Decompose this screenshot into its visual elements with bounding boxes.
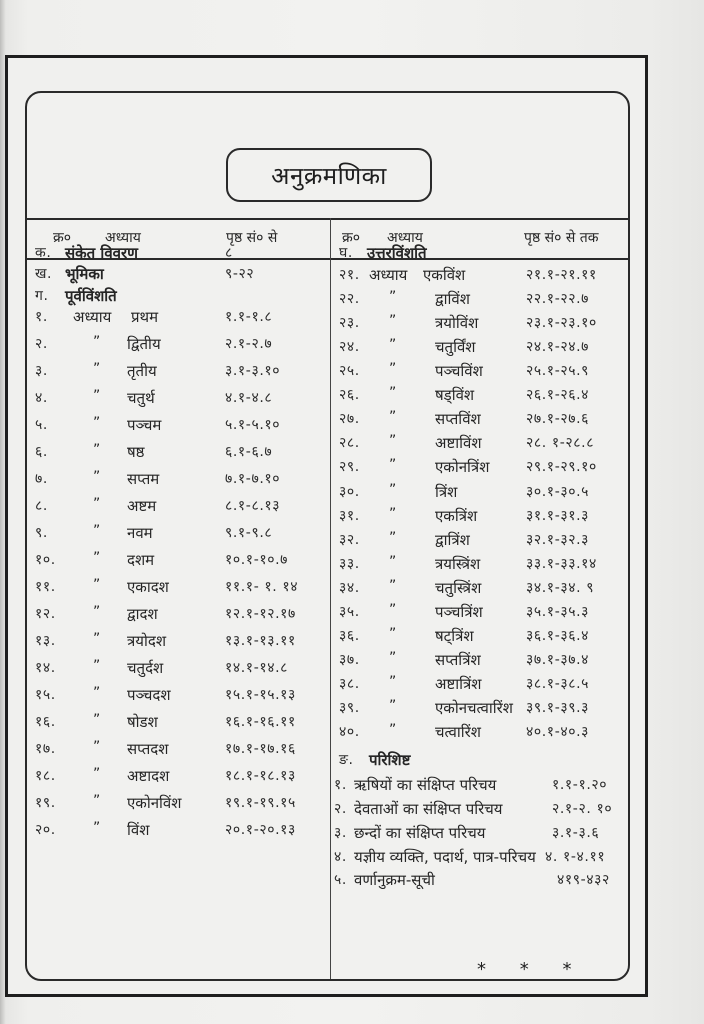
- toc-row: [35, 307, 325, 331]
- row-serial: ३७.: [339, 652, 360, 668]
- appendix-item: [334, 775, 624, 799]
- row-serial: ६.: [35, 444, 48, 460]
- left-header-chapter: अध्याय: [105, 230, 141, 246]
- appendix-serial: ङ.: [339, 752, 354, 768]
- appendix-item: [334, 847, 624, 871]
- row-pages: १२.१-१२.१७: [225, 606, 296, 622]
- row-serial: १४.: [35, 660, 56, 676]
- row-serial: १९.: [35, 795, 56, 811]
- ditto-mark: ”: [93, 712, 101, 728]
- row-pages: ८: [225, 245, 233, 261]
- ditto-mark: ”: [389, 722, 397, 738]
- ditto-mark: ”: [389, 433, 397, 449]
- row-pages: ११.१- १. १४: [225, 579, 299, 595]
- ditto-mark: ”: [389, 361, 397, 377]
- ditto-mark: ”: [93, 334, 101, 350]
- toc-row: [339, 433, 629, 457]
- row-serial: १.: [334, 777, 347, 793]
- row-serial: ४.: [334, 849, 347, 865]
- row-title: चतुर्थ: [127, 389, 155, 407]
- row-pages: २२.१-२२.७: [526, 291, 590, 307]
- ditto-mark: ”: [389, 506, 397, 522]
- row-serial: घ.: [339, 245, 353, 261]
- row-serial: ग.: [35, 288, 49, 304]
- row-serial: १७.: [35, 741, 56, 757]
- ditto-mark: ”: [389, 554, 397, 570]
- ditto-mark: ”: [389, 674, 397, 690]
- ditto-mark: ”: [389, 385, 397, 401]
- ditto-mark: ”: [389, 650, 397, 666]
- ditto-mark: ”: [389, 409, 397, 425]
- page-title: अनुक्रमणिका: [226, 148, 432, 202]
- row-title: द्वितीय: [127, 335, 161, 353]
- toc-row: [35, 523, 325, 547]
- row-pages: २८. १-२८.८: [526, 435, 595, 451]
- toc-row: [339, 674, 629, 698]
- row-serial: ३८.: [339, 676, 360, 692]
- row-serial: २०.: [35, 822, 56, 838]
- row-title: सप्तविंश: [435, 410, 481, 428]
- row-pages: ८.१-८.१३: [225, 498, 281, 514]
- row-title: पञ्चदश: [127, 686, 171, 704]
- row-title: पञ्चत्रिंश: [435, 603, 483, 621]
- ditto-mark: ”: [93, 766, 101, 782]
- row-pages: ४. १-४.११: [545, 849, 606, 865]
- row-title: एकत्रिंश: [435, 507, 478, 525]
- row-pages: २५.१-२५.९: [526, 363, 590, 379]
- row-pages: १८.१-१८.१३: [225, 768, 296, 784]
- row-pages: ३१.१-३१.३: [526, 508, 590, 524]
- row-pages: ४.१-४.८: [225, 390, 273, 406]
- ditto-mark: ”: [389, 482, 397, 498]
- ditto-mark: ”: [93, 550, 101, 566]
- row-title: षष्ठ: [127, 443, 145, 461]
- ditto-mark: ”: [93, 604, 101, 620]
- row-serial: १३.: [35, 633, 56, 649]
- row-title: अष्टाविंश: [435, 434, 482, 452]
- toc-row: [35, 550, 325, 574]
- ditto-mark: ”: [389, 578, 397, 594]
- toc-row: [35, 685, 325, 709]
- left-header-pages: पृष्ठ सं० से: [226, 230, 278, 246]
- row-pages: १०.१-१०.७: [225, 552, 289, 568]
- right-header-chapter: अध्याय: [387, 230, 423, 246]
- ditto-mark: ”: [389, 457, 397, 473]
- toc-row: [339, 554, 629, 578]
- row-serial: ११.: [35, 579, 56, 595]
- ditto-mark: ”: [93, 361, 101, 377]
- row-title: तृतीय: [127, 362, 157, 380]
- row-title: एकादश: [127, 578, 169, 596]
- row-serial: ३.: [334, 825, 347, 841]
- row-serial: ८.: [35, 498, 48, 514]
- ditto-mark: ”: [389, 313, 397, 329]
- row-title: चतुस्त्रिंश: [435, 579, 482, 597]
- row-title: भूमिका: [65, 265, 104, 283]
- ditto-mark: ”: [93, 685, 101, 701]
- row-title: वर्णानुक्रम-सूची: [354, 871, 435, 889]
- ditto-mark: ”: [93, 793, 101, 809]
- toc-row: [339, 361, 629, 385]
- toc-row: [35, 604, 325, 628]
- row-serial: ५.: [334, 872, 347, 888]
- row-title: अष्टादश: [127, 767, 170, 785]
- right-header-pages: पृष्ठ सं० से तक: [524, 230, 599, 246]
- toc-row: [35, 577, 325, 601]
- row-serial: १.: [35, 309, 48, 325]
- row-title: चतुर्विंश: [435, 338, 476, 356]
- row-title: पूर्वविंशति: [65, 287, 117, 305]
- ditto-mark: ”: [93, 820, 101, 836]
- toc-row: [339, 626, 629, 650]
- column-divider: [330, 218, 331, 979]
- row-pages: १.१-१.२०: [552, 777, 608, 793]
- toc-row: [35, 820, 325, 844]
- row-title: षट्त्रिंश: [435, 627, 474, 645]
- ditto-mark: ”: [389, 289, 397, 305]
- toc-row: [339, 265, 629, 289]
- row-serial: ३४.: [339, 580, 360, 596]
- row-title: द्वात्रिंश: [435, 531, 470, 549]
- row-title: षोडश: [127, 713, 158, 731]
- ditto-mark: ”: [93, 415, 101, 431]
- row-pages: ३८.१-३८.५: [526, 676, 590, 692]
- row-pages: २९.१-२९.१०: [526, 459, 597, 475]
- toc-row: [339, 385, 629, 409]
- row-pages: १३.१-१३.११: [225, 633, 296, 649]
- row-title: विंश: [127, 821, 150, 839]
- toc-row: [35, 739, 325, 763]
- row-pages: ३४.१-३४. ९: [526, 580, 595, 596]
- row-pages: ३.१-३.६: [552, 825, 600, 841]
- row-pages: २६.१-२६.४: [526, 387, 590, 403]
- toc-row: [35, 361, 325, 385]
- toc-row: [35, 469, 325, 493]
- row-serial: २.: [334, 801, 347, 817]
- row-title: सप्तम: [127, 470, 160, 488]
- row-title: द्वाविंश: [435, 290, 470, 308]
- row-title: त्रिंश: [435, 483, 458, 501]
- row-serial: ७.: [35, 471, 48, 487]
- row-serial: २३.: [339, 315, 360, 331]
- row-pages: ३३.१-३३.१४: [526, 556, 597, 572]
- row-serial: २.: [35, 336, 48, 352]
- toc-row: [339, 650, 629, 674]
- toc-row: [339, 506, 629, 530]
- ditto-mark: ”: [93, 658, 101, 674]
- row-pages: ६.१-६.७: [225, 444, 273, 460]
- left-header-serial: क्र०: [53, 230, 72, 246]
- row-serial: १८.: [35, 768, 56, 784]
- row-title: त्रयोदश: [127, 632, 167, 650]
- ditto-mark: ”: [389, 698, 397, 714]
- ditto-mark: ”: [93, 469, 101, 485]
- row-title: दशम: [127, 551, 155, 569]
- row-title: सप्तत्रिंश: [435, 651, 481, 669]
- ditto-mark: ”: [93, 631, 101, 647]
- toc-row: [35, 712, 325, 736]
- row-serial: ३९.: [339, 700, 360, 716]
- row-title: यज्ञीय व्यक्ति, पदार्थ, पात्र-परिचय: [354, 848, 536, 866]
- row-pages: ३७.१-३७.४: [526, 652, 590, 668]
- row-serial: १०.: [35, 552, 56, 568]
- row-pages: ३९.१-३९.३: [526, 700, 590, 716]
- row-serial: ३२.: [339, 532, 360, 548]
- inner-frame: [25, 91, 630, 981]
- row-title: त्रयस्त्रिंश: [435, 555, 481, 573]
- toc-row: [35, 415, 325, 439]
- row-serial: ५.: [35, 417, 48, 433]
- row-pages: ९.१-९.८: [225, 525, 273, 541]
- appendix-item: [334, 799, 624, 823]
- row-title: पञ्चम: [127, 416, 162, 434]
- toc-row: [35, 264, 325, 288]
- row-title: एकोनत्रिंश: [435, 458, 490, 476]
- toc-row: [339, 482, 629, 506]
- row-pages: ४१९-४३२: [557, 872, 610, 888]
- toc-row: [339, 578, 629, 602]
- ditto-mark: ”: [93, 523, 101, 539]
- toc-row: [35, 793, 325, 817]
- row-serial: २५.: [339, 363, 360, 379]
- row-pages: ३२.१-३२.३: [526, 532, 590, 548]
- row-title: एकविंश: [423, 266, 466, 284]
- row-title: अष्टात्रिंश: [435, 675, 482, 693]
- toc-row: [339, 409, 629, 433]
- row-serial: क.: [35, 245, 52, 261]
- toc-row: [35, 766, 325, 790]
- ditto-mark: ”: [93, 388, 101, 404]
- row-serial: ३०.: [339, 484, 360, 500]
- ditto-mark: ”: [389, 626, 397, 642]
- row-serial: २६.: [339, 387, 360, 403]
- row-title: ऋषियों का संक्षिप्त परिचय: [354, 776, 497, 794]
- toc-row: [35, 442, 325, 466]
- row-pages: ७.१-७.१०: [225, 471, 281, 487]
- row-title: चतुर्दश: [127, 659, 164, 677]
- row-serial: ९.: [35, 525, 48, 541]
- row-ditto: अध्याय: [73, 308, 112, 326]
- row-title: छन्दों का संक्षिप्त परिचय: [354, 824, 486, 842]
- row-serial: ३६.: [339, 628, 360, 644]
- row-pages: १९.१-१९.१५: [225, 795, 296, 811]
- row-title: नवम: [127, 524, 153, 542]
- toc-row: [339, 530, 629, 554]
- row-pages: २१.१-२१.११: [526, 267, 597, 283]
- appendix-title: परिशिष्ट: [369, 751, 411, 769]
- right-header-serial: क्र०: [342, 230, 361, 246]
- row-serial: ख.: [35, 266, 53, 282]
- row-pages: २४.१-२४.७: [526, 339, 590, 355]
- ditto-mark: ”: [389, 530, 397, 546]
- toc-row: [339, 602, 629, 626]
- row-pages: ३५.१-३५.३: [526, 604, 590, 620]
- outer-frame: [5, 55, 648, 997]
- ditto-mark: ”: [93, 577, 101, 593]
- row-serial: २९.: [339, 459, 360, 475]
- row-pages: ९-२२: [225, 266, 255, 282]
- row-title: प्रथम: [131, 308, 159, 326]
- row-pages: ३.१-३.१०: [225, 363, 281, 379]
- row-serial: १६.: [35, 714, 56, 730]
- toc-row: [35, 334, 325, 358]
- row-title: सप्तदश: [127, 740, 169, 758]
- row-serial: ४०.: [339, 724, 360, 740]
- row-pages: १५.१-१५.१३: [225, 687, 296, 703]
- row-serial: २८.: [339, 435, 360, 451]
- ditto-mark: ”: [93, 442, 101, 458]
- toc-row: [35, 658, 325, 682]
- row-serial: ३.: [35, 363, 48, 379]
- row-title: एकोनचत्वारिंश: [435, 699, 513, 717]
- row-title: एकोनविंश: [127, 794, 182, 812]
- toc-row: [35, 631, 325, 655]
- row-title: पञ्चविंश: [435, 362, 483, 380]
- row-title: देवताओं का संक्षिप्त परिचय: [354, 800, 503, 818]
- row-pages: ४०.१-४०.३: [526, 724, 590, 740]
- row-pages: ३६.१-३६.४: [526, 628, 590, 644]
- row-serial: २४.: [339, 339, 360, 355]
- toc-row: [339, 722, 629, 746]
- row-serial: ३१.: [339, 508, 360, 524]
- row-serial: २२.: [339, 291, 360, 307]
- toc-row: [35, 388, 325, 412]
- toc-row: [339, 457, 629, 481]
- appendix-heading: [339, 750, 629, 774]
- ditto-mark: ”: [389, 337, 397, 353]
- row-pages: २.१-२. १०: [552, 801, 613, 817]
- row-pages: ३०.१-३०.५: [526, 484, 590, 500]
- toc-row: [339, 243, 629, 267]
- row-serial: १५.: [35, 687, 56, 703]
- row-serial: २१.: [339, 267, 360, 283]
- row-pages: १७.१-१७.१६: [225, 741, 296, 757]
- row-title: उत्तरविंशति: [367, 244, 427, 262]
- row-title: संकेत विवरण: [65, 244, 138, 262]
- row-title: अष्टम: [127, 497, 157, 515]
- ditto-mark: ”: [93, 496, 101, 512]
- row-serial: ३३.: [339, 556, 360, 572]
- row-serial: १२.: [35, 606, 56, 622]
- toc-row: [35, 496, 325, 520]
- row-title: षड्विंश: [435, 386, 475, 404]
- toc-row: [339, 289, 629, 313]
- row-pages: १६.१-१६.११: [225, 714, 296, 730]
- end-mark: * * *: [477, 959, 586, 980]
- toc-row: [339, 698, 629, 722]
- row-pages: २०.१-२०.१३: [225, 822, 296, 838]
- row-serial: ३५.: [339, 604, 360, 620]
- row-pages: २३.१-२३.१०: [526, 315, 597, 331]
- toc-row: [339, 313, 629, 337]
- row-title: द्वादश: [127, 605, 158, 623]
- row-title: चत्वारिंश: [435, 723, 481, 741]
- ditto-mark: ”: [389, 602, 397, 618]
- row-pages: १.१-१.८: [225, 309, 273, 325]
- row-serial: २७.: [339, 411, 360, 427]
- row-pages: १४.१-१४.८: [225, 660, 289, 676]
- toc-row: [339, 337, 629, 361]
- row-ditto: अध्याय: [369, 266, 408, 284]
- appendix-item: [334, 823, 624, 847]
- row-pages: २.१-२.७: [225, 336, 273, 352]
- row-pages: २७.१-२७.६: [526, 411, 590, 427]
- row-pages: ५.१-५.१०: [225, 417, 281, 433]
- row-serial: ४.: [35, 390, 48, 406]
- row-title: त्रयोविंश: [435, 314, 479, 332]
- appendix-item: [334, 870, 624, 894]
- ditto-mark: ”: [93, 739, 101, 755]
